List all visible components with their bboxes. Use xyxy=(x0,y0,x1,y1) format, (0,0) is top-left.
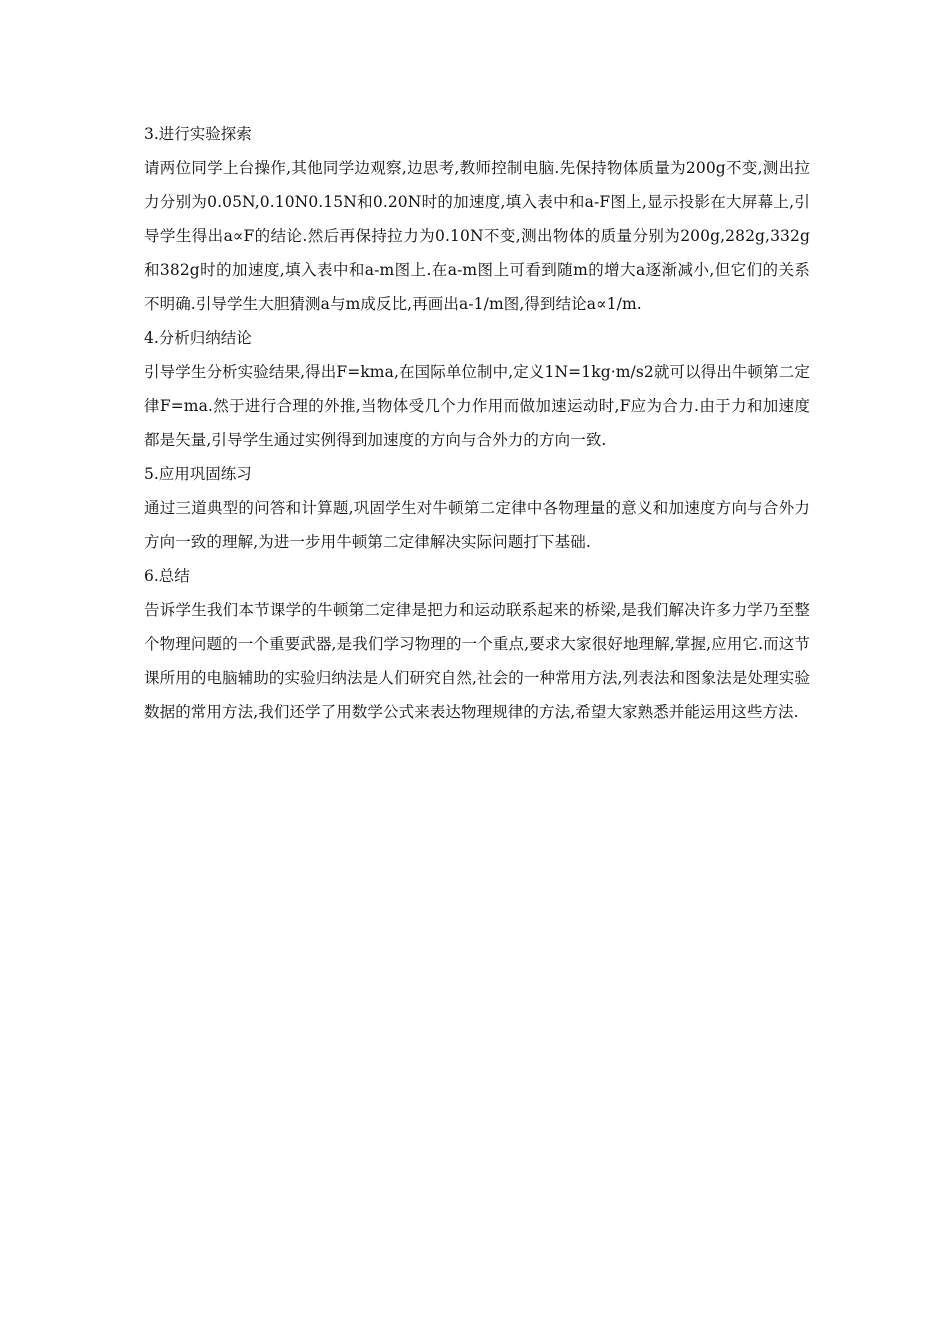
section-text-summary: 告诉学生我们本节课学的牛顿第二定律是把力和运动联系起来的桥梁,是我们解决许多力学乃至整个物理问题的一个重要武器,是我们学习物理的一个重点,要求大家很好地理解,掌握,应用它.而这节课所用的电脑辅助的实验归纳法是人们研究自然,社会的一种常用方法,列表法和图象法是处理实验数据的常用方法,我们还学了用数学公式来表达物理规律的方法,希望大家熟悉并能运用这些方法. xyxy=(144,601,810,721)
section-heading-practice: 5.应用巩固练习 xyxy=(144,465,252,483)
section-heading-analysis: 4.分析归纳结论 xyxy=(144,329,252,347)
section-text-analysis: 引导学生分析实验结果,得出F=kma,在国际单位制中,定义1N=1kg·m/s2就可以得出牛顿第二定律F=ma.然于进行合理的外推,当物体受几个力作用而做加速运动时,F应为合力.由于力和加速度都是矢量,引导学生通过实例得到加速度的方向与合外力的方向一致. xyxy=(144,363,810,449)
section-text-practice: 通过三道典型的问答和计算题,巩固学生对牛顿第二定律中各物理量的意义和加速度方向与合外力方向一致的理解,为进一步用牛顿第二定律解决实际问题打下基础. xyxy=(144,499,810,551)
document-body xyxy=(144,117,810,729)
section-heading-experiment: 3.进行实验探索 xyxy=(144,125,252,143)
section-heading-summary: 6.总结 xyxy=(144,567,190,585)
section-text-experiment: 请两位同学上台操作,其他同学边观察,边思考,教师控制电脑.先保持物体质量为200g不变,测出拉力分别为0.05N,0.10N0.15N和0.20N时的加速度,填入表中和a-F图上,显示投影在大屏幕上,引导学生得出a∝F的结论.然后再保持拉力为0.10N不变,测出物体的质量分别为200g,282g,332g和382g时的加速度,填入表中和a-m图上.在a-m图上可看到随m的增大a逐渐减小,但它们的关系不明确.引导学生大胆猜测a与m成反比,再画出a-1/m图,得到结论a∝1/m. xyxy=(144,159,810,313)
